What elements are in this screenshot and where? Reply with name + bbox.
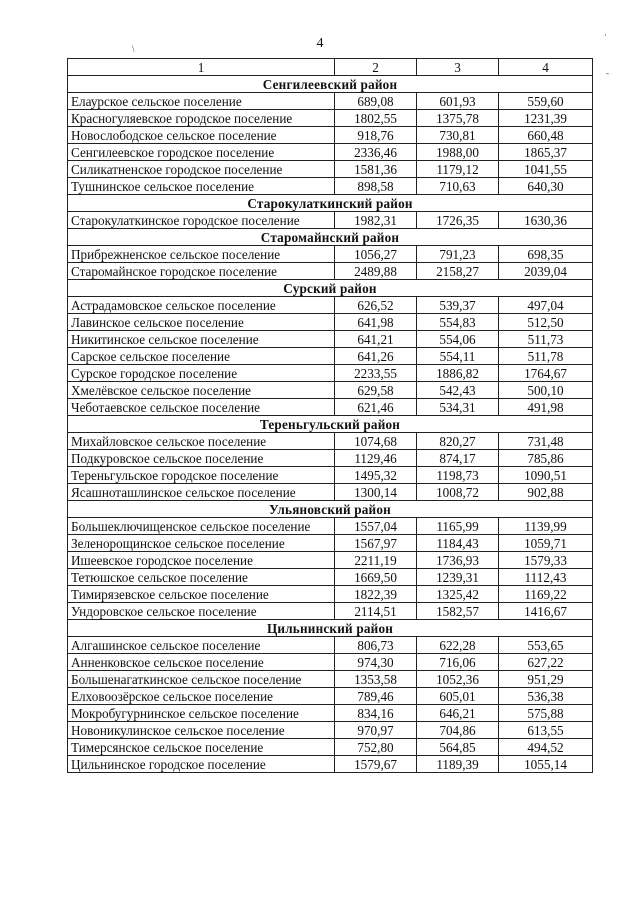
value-col-4: 1416,67 — [499, 603, 593, 620]
column-header: 3 — [417, 59, 499, 76]
table-row — [68, 603, 593, 620]
value-col-4: 1169,22 — [499, 586, 593, 603]
settlement-name: Новослободское сельское поселение — [68, 127, 335, 144]
value-col-4: 951,29 — [499, 671, 593, 688]
value-col-4: 660,48 — [499, 127, 593, 144]
scan-artifact: · — [604, 30, 607, 40]
district-header-row — [68, 195, 593, 212]
value-col-2: 641,26 — [335, 348, 417, 365]
settlement-name: Тушнинское сельское поселение — [68, 178, 335, 195]
settlement-name: Тимерсянское сельское поселение — [68, 739, 335, 756]
district-header-row — [68, 76, 593, 93]
settlement-name: Прибрежненское сельское поселение — [68, 246, 335, 263]
district-name: Тереньгульский район — [68, 416, 593, 433]
value-col-3: 1582,57 — [417, 603, 499, 620]
value-col-2: 1495,32 — [335, 467, 417, 484]
district-name: Старомайнский район — [68, 229, 593, 246]
value-col-2: 2336,46 — [335, 144, 417, 161]
column-header: 1 — [68, 59, 335, 76]
settlement-name: Анненковское сельское поселение — [68, 654, 335, 671]
settlement-name: Ишеевское городское поселение — [68, 552, 335, 569]
table-row — [68, 433, 593, 450]
scan-artifact: \ — [132, 44, 135, 54]
value-col-4: 902,88 — [499, 484, 593, 501]
district-header-row — [68, 501, 593, 518]
table-row — [68, 705, 593, 722]
value-col-2: 1581,36 — [335, 161, 417, 178]
value-col-3: 534,31 — [417, 399, 499, 416]
settlement-name: Ясашноташлинское сельское поселение — [68, 484, 335, 501]
settlement-name: Красногуляевское городское поселение — [68, 110, 335, 127]
district-name: Сурский район — [68, 280, 593, 297]
value-col-2: 789,46 — [335, 688, 417, 705]
value-col-4: 613,55 — [499, 722, 593, 739]
value-col-4: 575,88 — [499, 705, 593, 722]
settlement-name: Елаурское сельское поселение — [68, 93, 335, 110]
value-col-2: 1300,14 — [335, 484, 417, 501]
value-col-3: 1165,99 — [417, 518, 499, 535]
settlement-name: Старомайнское городское поселение — [68, 263, 335, 280]
value-col-4: 1059,71 — [499, 535, 593, 552]
settlement-name: Хмелёвское сельское поселение — [68, 382, 335, 399]
value-col-2: 2211,19 — [335, 552, 417, 569]
settlement-name: Чеботаевское сельское поселение — [68, 399, 335, 416]
settlement-name: Старокулаткинское городское поселение — [68, 212, 335, 229]
value-col-3: 622,28 — [417, 637, 499, 654]
settlement-name: Елховоозёрское сельское поселение — [68, 688, 335, 705]
table-row — [68, 161, 593, 178]
settlement-name: Сарское сельское поселение — [68, 348, 335, 365]
value-col-2: 689,08 — [335, 93, 417, 110]
value-col-2: 1353,58 — [335, 671, 417, 688]
value-col-2: 970,97 — [335, 722, 417, 739]
value-col-2: 1802,55 — [335, 110, 417, 127]
table-row — [68, 144, 593, 161]
district-header-row — [68, 620, 593, 637]
value-col-4: 2039,04 — [499, 263, 593, 280]
value-col-4: 1630,36 — [499, 212, 593, 229]
table-row — [68, 382, 593, 399]
value-col-3: 1052,36 — [417, 671, 499, 688]
value-col-3: 539,37 — [417, 297, 499, 314]
value-col-3: 1988,00 — [417, 144, 499, 161]
value-col-4: 698,35 — [499, 246, 593, 263]
table-row — [68, 348, 593, 365]
value-col-4: 511,73 — [499, 331, 593, 348]
value-col-3: 1239,31 — [417, 569, 499, 586]
value-col-3: 791,23 — [417, 246, 499, 263]
value-col-2: 1579,67 — [335, 756, 417, 773]
value-col-4: 1055,14 — [499, 756, 593, 773]
value-col-2: 1669,50 — [335, 569, 417, 586]
value-col-2: 629,58 — [335, 382, 417, 399]
value-col-4: 491,98 — [499, 399, 593, 416]
settlement-name: Лавинское сельское поселение — [68, 314, 335, 331]
settlement-name: Большенагаткинское сельское поселение — [68, 671, 335, 688]
table-row — [68, 399, 593, 416]
value-col-4: 1112,43 — [499, 569, 593, 586]
value-col-2: 834,16 — [335, 705, 417, 722]
settlement-name: Подкуровское сельское поселение — [68, 450, 335, 467]
value-col-4: 785,86 — [499, 450, 593, 467]
settlement-name: Тимирязевское сельское поселение — [68, 586, 335, 603]
value-col-4: 1579,33 — [499, 552, 593, 569]
settlement-name: Большеключищенское сельское поселение — [68, 518, 335, 535]
table-row — [68, 365, 593, 382]
value-col-3: 601,93 — [417, 93, 499, 110]
value-col-2: 626,52 — [335, 297, 417, 314]
table-row — [68, 246, 593, 263]
value-col-4: 511,78 — [499, 348, 593, 365]
value-col-2: 1129,46 — [335, 450, 417, 467]
value-col-3: 704,86 — [417, 722, 499, 739]
value-col-4: 497,04 — [499, 297, 593, 314]
value-col-4: 559,60 — [499, 93, 593, 110]
settlement-name: Михайловское сельское поселение — [68, 433, 335, 450]
table-row — [68, 552, 593, 569]
scan-artifact: - — [606, 68, 609, 78]
value-col-2: 898,58 — [335, 178, 417, 195]
value-col-2: 2489,88 — [335, 263, 417, 280]
settlement-name: Сурское городское поселение — [68, 365, 335, 382]
table-row — [68, 569, 593, 586]
value-col-4: 627,22 — [499, 654, 593, 671]
column-header: 2 — [335, 59, 417, 76]
value-col-4: 1865,37 — [499, 144, 593, 161]
value-col-2: 1567,97 — [335, 535, 417, 552]
value-col-2: 1056,27 — [335, 246, 417, 263]
value-col-2: 806,73 — [335, 637, 417, 654]
table-row — [68, 314, 593, 331]
value-col-3: 605,01 — [417, 688, 499, 705]
value-col-2: 918,76 — [335, 127, 417, 144]
table-row — [68, 127, 593, 144]
value-col-4: 640,30 — [499, 178, 593, 195]
table-body — [68, 76, 593, 773]
value-col-2: 1982,31 — [335, 212, 417, 229]
value-col-3: 1189,39 — [417, 756, 499, 773]
district-name: Старокулаткинский район — [68, 195, 593, 212]
value-col-3: 1325,42 — [417, 586, 499, 603]
column-header: 4 — [499, 59, 593, 76]
value-col-4: 1231,39 — [499, 110, 593, 127]
table-row — [68, 93, 593, 110]
value-col-3: 1179,12 — [417, 161, 499, 178]
table-row — [68, 586, 593, 603]
settlement-name: Цильнинское городское поселение — [68, 756, 335, 773]
data-table — [67, 58, 593, 773]
value-col-3: 730,81 — [417, 127, 499, 144]
value-col-3: 542,43 — [417, 382, 499, 399]
value-col-4: 536,38 — [499, 688, 593, 705]
page-number: 4 — [316, 36, 324, 51]
value-col-2: 1557,04 — [335, 518, 417, 535]
value-col-4: 731,48 — [499, 433, 593, 450]
value-col-4: 553,65 — [499, 637, 593, 654]
table-row — [68, 756, 593, 773]
table-row — [68, 722, 593, 739]
value-col-3: 2158,27 — [417, 263, 499, 280]
value-col-3: 874,17 — [417, 450, 499, 467]
table-row — [68, 671, 593, 688]
table-row — [68, 739, 593, 756]
value-col-3: 710,63 — [417, 178, 499, 195]
table-row — [68, 178, 593, 195]
district-header-row — [68, 229, 593, 246]
table-row — [68, 297, 593, 314]
value-col-3: 554,83 — [417, 314, 499, 331]
settlement-name: Астрадамовское сельское поселение — [68, 297, 335, 314]
table-row — [68, 484, 593, 501]
value-col-3: 716,06 — [417, 654, 499, 671]
table-row — [68, 263, 593, 280]
table-row — [68, 654, 593, 671]
value-col-3: 1726,35 — [417, 212, 499, 229]
value-col-3: 554,11 — [417, 348, 499, 365]
value-col-2: 621,46 — [335, 399, 417, 416]
district-name: Цильнинский район — [68, 620, 593, 637]
value-col-3: 1008,72 — [417, 484, 499, 501]
settlement-name: Зеленорощинское сельское поселение — [68, 535, 335, 552]
settlement-name: Ундоровское сельское поселение — [68, 603, 335, 620]
value-col-4: 494,52 — [499, 739, 593, 756]
value-col-2: 641,21 — [335, 331, 417, 348]
table-row — [68, 637, 593, 654]
value-col-4: 1139,99 — [499, 518, 593, 535]
value-col-3: 646,21 — [417, 705, 499, 722]
value-col-3: 554,06 — [417, 331, 499, 348]
settlement-name: Никитинское сельское поселение — [68, 331, 335, 348]
value-col-3: 1886,82 — [417, 365, 499, 382]
settlement-name: Тереньгульское городское поселение — [68, 467, 335, 484]
district-name: Ульяновский район — [68, 501, 593, 518]
table-row — [68, 110, 593, 127]
value-col-3: 1198,73 — [417, 467, 499, 484]
value-col-4: 512,50 — [499, 314, 593, 331]
value-col-2: 641,98 — [335, 314, 417, 331]
value-col-2: 974,30 — [335, 654, 417, 671]
table-row — [68, 331, 593, 348]
table-row — [68, 467, 593, 484]
table-row — [68, 212, 593, 229]
district-header-row — [68, 416, 593, 433]
value-col-2: 1074,68 — [335, 433, 417, 450]
value-col-2: 1822,39 — [335, 586, 417, 603]
value-col-2: 752,80 — [335, 739, 417, 756]
district-header-row — [68, 280, 593, 297]
value-col-3: 1375,78 — [417, 110, 499, 127]
value-col-4: 1090,51 — [499, 467, 593, 484]
value-col-3: 1184,43 — [417, 535, 499, 552]
value-col-4: 1041,55 — [499, 161, 593, 178]
table-row — [68, 688, 593, 705]
settlement-name: Мокробугурнинское сельское поселение — [68, 705, 335, 722]
settlement-name: Силикатненское городское поселение — [68, 161, 335, 178]
settlement-name: Новоникулинское сельское поселение — [68, 722, 335, 739]
table-row — [68, 535, 593, 552]
settlement-name: Тетюшское сельское поселение — [68, 569, 335, 586]
settlement-name: Сенгилеевское городское поселение — [68, 144, 335, 161]
value-col-2: 2114,51 — [335, 603, 417, 620]
table-row — [68, 518, 593, 535]
settlement-name: Алгашинское сельское поселение — [68, 637, 335, 654]
value-col-4: 1764,67 — [499, 365, 593, 382]
table-header-row — [68, 59, 593, 76]
district-name: Сенгилеевский район — [68, 76, 593, 93]
value-col-4: 500,10 — [499, 382, 593, 399]
value-col-3: 1736,93 — [417, 552, 499, 569]
value-col-2: 2233,55 — [335, 365, 417, 382]
value-col-3: 564,85 — [417, 739, 499, 756]
table-row — [68, 450, 593, 467]
value-col-3: 820,27 — [417, 433, 499, 450]
